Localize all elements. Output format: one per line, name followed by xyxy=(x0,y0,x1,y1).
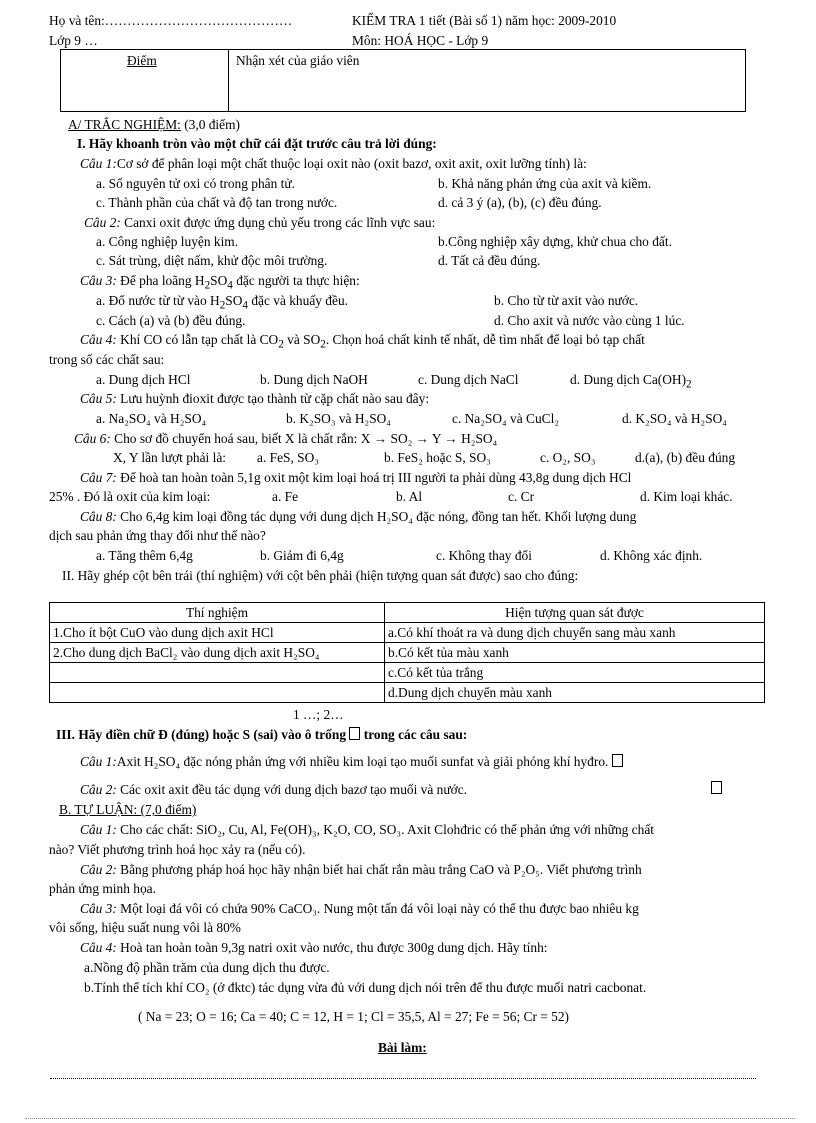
section-3-instruction: III. Hãy điền chữ Đ (đúng) hoặc S (sai) vào ô trống trong các câu sau: xyxy=(56,727,468,742)
q3-option-a[interactable]: a. Đổ nước từ từ vào $H_2SO_4$ đặc và khuấy đều. xyxy=(96,293,348,312)
essay-question-4-part-b: b.Tính thể tích khí CO₂ (ở đktc) tác dụng vừa đủ với dung dịch nói trên để thu được muối natri cacbonat. xyxy=(84,980,647,995)
question-1: Câu 1:Cơ sở để phân loại một chất thuộc loại oxit nào (oxit bazơ, oxit axit, oxit lưỡng tính) là: xyxy=(80,156,587,171)
q2-option-b[interactable]: b.Công nghiệp xây dựng, khử chua cho đất. xyxy=(438,234,672,249)
question-4: Câu 4: Khí CO có lẫn tạp chất là $CO_2$ và $SO_2$. Chọn hoá chất kinh tế nhất, dễ tìm nhất để loại bỏ tạp chất xyxy=(80,332,645,351)
table-header-observation: Hiện tượng quan sát được xyxy=(385,603,765,623)
table-header-row xyxy=(50,603,765,623)
q1-option-a[interactable]: a. Số nguyên tử oxi có trong phân tử. xyxy=(96,176,295,191)
true-false-question-2: Câu 2: Các oxit axit đều tác dụng với dung dịch bazơ tạo muối và nước. xyxy=(80,782,467,797)
q4-option-d[interactable]: d. Dung dịch $Ca(OH)_2$ xyxy=(570,372,692,391)
q6-option-d[interactable]: d.(a), (b) đều đúng xyxy=(635,450,736,465)
q2-option-d[interactable]: d. Tất cả đều đúng. xyxy=(438,253,541,268)
table-header-experiment: Thí nghiệm xyxy=(50,603,385,623)
atomic-masses: ( Na = 23; O = 16; Ca = 40; C = 12, H = 1; Cl = 35,5, Al = 27; Fe = 56; Cr = 52) xyxy=(138,1009,569,1024)
q8-option-d[interactable]: d. Không xác định. xyxy=(600,548,703,563)
table-row xyxy=(50,663,765,683)
class-label: Lớp 9 … xyxy=(49,33,98,48)
observation-cell: c.Có kết tủa trắng xyxy=(385,663,765,683)
experiment-cell xyxy=(50,683,385,703)
checkbox-icon xyxy=(349,727,360,740)
q4-option-c[interactable]: c. Dung dịch NaCl xyxy=(418,372,519,387)
q8-option-c[interactable]: c. Không thay đổi xyxy=(436,548,532,563)
observation-cell: a.Có khí thoát ra và dung dịch chuyển sang màu xanh xyxy=(385,623,765,643)
q2-option-a[interactable]: a. Công nghiệp luyện kim. xyxy=(96,234,239,249)
q1-option-b[interactable]: b. Khả năng phản ứng của axit và kiềm. xyxy=(438,176,652,191)
experiment-cell: 1.Cho ít bột CuO vào dung dịch axit HCl xyxy=(50,623,385,643)
true-false-question-1: Câu 1:Axit H₂SO₄ đặc nóng phản ứng với nhiều kim loại tạo muối sunfat và giải phóng khí hyđro. xyxy=(80,754,623,770)
q4-option-b[interactable]: b. Dung dịch NaOH xyxy=(260,372,368,387)
essay-question-3: Câu 3: Một loại đá vôi có chứa 90% CaCO₃. Nung một tấn đá vôi loại này có thể thu được bao nhiêu kg xyxy=(80,901,639,916)
q1-option-c[interactable]: c. Thành phần của chất và độ tan trong nước. xyxy=(96,195,338,210)
q7-option-a[interactable]: a. Fe xyxy=(272,489,299,504)
essay-question-4: Câu 4: Hoà tan hoàn toàn 9,3g natri oxit vào nước, thu được 300g dung dịch. Hãy tính: xyxy=(80,940,548,955)
tf2-answer-box[interactable] xyxy=(711,781,722,797)
matching-table xyxy=(49,602,765,703)
question-7: Câu 7: Để hoà tan hoàn toàn 5,1g oxit một kim loại hoá trị III người ta phải dùng 43,8g dung dịch HCl xyxy=(80,470,632,485)
question-7-line-2: 25% . Đó là oxit của kim loại: xyxy=(49,489,211,504)
table-row xyxy=(50,683,765,703)
essay-question-2-line-2: phản ứng minh họa. xyxy=(49,881,156,896)
essay-question-1-line-2: nào? Viết phương trình hoá học xảy ra (nếu có). xyxy=(49,842,306,857)
q2-option-c[interactable]: c. Sát trùng, diệt nấm, khử độc môi trường. xyxy=(96,253,328,268)
q7-option-c[interactable]: c. Cr xyxy=(508,489,535,504)
q8-option-a[interactable]: a. Tăng thêm 6,4g xyxy=(96,548,193,563)
essay-question-1: Câu 1: Cho các chất: SiO₂, Cu, Al, Fe(OH)₃, K₂O, CO, SO₃. Axit Clohđric có thể phản ứng với những chất xyxy=(80,822,654,837)
score-comment-box xyxy=(60,49,746,112)
matching-answer-line[interactable]: 1 …; 2… xyxy=(293,707,344,722)
essay-question-2: Câu 2: Bằng phương pháp hoá học hãy nhận biết hai chất rắn màu trắng CaO và P₂O₅. Viết phương trình xyxy=(80,862,642,877)
question-6: Câu 6: Cho sơ đồ chuyển hoá sau, biết X là chất rắn: X → SO₂ → Y → H₂SO₄ xyxy=(74,431,498,446)
q5-option-b[interactable]: b. K₂SO₃ và H₂SO₄ xyxy=(286,411,391,426)
student-name-label: Họ và tên:…………………………………… xyxy=(49,13,293,28)
part-a-heading: A/ TRẮC NGHIỆM: (3,0 điểm) xyxy=(68,117,240,132)
score-box-divider xyxy=(228,49,229,112)
essay-question-4-part-a: a.Nồng độ phần trăm của dung dịch thu được. xyxy=(84,960,330,975)
work-heading: Bài làm: xyxy=(378,1040,427,1055)
table-row xyxy=(50,643,765,663)
q6-option-b[interactable]: b. FeS₂ hoặc S, SO₃ xyxy=(384,450,491,465)
answer-line-dots[interactable] xyxy=(50,1070,756,1079)
q3-option-b[interactable]: b. Cho từ từ axit vào nước. xyxy=(494,293,639,308)
question-3: Câu 3: Để pha loãng $H_2SO_4$ đặc người ta thực hiện: xyxy=(80,273,360,292)
q5-option-d[interactable]: d. K₂SO₄ và H₂SO₄ xyxy=(622,411,727,426)
q6-option-a[interactable]: a. FeS, SO₃ xyxy=(257,450,319,465)
q5-option-a[interactable]: a. Na₂SO₄ và H₂SO₄ xyxy=(96,411,207,426)
subject-label: Môn: HOÁ HỌC - Lớp 9 xyxy=(352,33,489,48)
experiment-cell: 2.Cho dung dịch BaCl₂ vào dung dịch axit H₂SO₄ xyxy=(50,643,385,663)
observation-cell: b.Có kết tủa màu xanh xyxy=(385,643,765,663)
score-label: Điểm xyxy=(127,53,157,68)
section-1-instruction: I. Hãy khoanh tròn vào một chữ cái đặt trước câu trả lời đúng: xyxy=(77,136,437,151)
q8-option-b[interactable]: b. Giảm đi 6,4g xyxy=(260,548,344,563)
question-2: Câu 2: Canxi oxit được ứng dụng chủ yếu trong các lĩnh vực sau: xyxy=(84,215,436,230)
q6-lead: X, Y lần lượt phải là: xyxy=(113,450,227,465)
part-b-heading: B. TỰ LUẬN: (7,0 điểm) xyxy=(59,802,197,817)
exam-title: KIỂM TRA 1 tiết (Bài số 1) năm học: 2009-2010 xyxy=(352,13,617,28)
q1-option-d[interactable]: d. cả 3 ý (a), (b), (c) đều đúng. xyxy=(438,195,602,210)
tf1-answer-box[interactable] xyxy=(612,754,623,767)
q3-option-c[interactable]: c. Cách (a) và (b) đều đúng. xyxy=(96,313,246,328)
question-8: Câu 8: Cho 6,4g kim loại đồng tác dụng với dung dịch H₂SO₄ đặc nóng, đồng tan hết. Khối lượng dung xyxy=(80,509,637,524)
q7-option-d[interactable]: d. Kim loại khác. xyxy=(640,489,733,504)
page-bottom-divider xyxy=(25,1118,795,1119)
table-row xyxy=(50,623,765,643)
q7-option-b[interactable]: b. Al xyxy=(396,489,423,504)
experiment-cell xyxy=(50,663,385,683)
essay-question-3-line-2: vôi sống, hiệu suất nung vôi là 80% xyxy=(49,920,241,935)
q5-option-c[interactable]: c. Na₂SO₄ và CuCl₂ xyxy=(452,411,559,426)
q6-option-c[interactable]: c. O₂, SO₃ xyxy=(540,450,596,465)
question-4-line-2: trong số các chất sau: xyxy=(49,352,165,367)
q3-option-d[interactable]: d. Cho axit và nước vào cùng 1 lúc. xyxy=(494,313,685,328)
teacher-comment-label: Nhận xét của giáo viên xyxy=(236,53,360,68)
observation-cell: d.Dung dịch chuyển màu xanh xyxy=(385,683,765,703)
section-2-instruction: II. Hãy ghép cột bên trái (thí nghiệm) với cột bên phải (hiện tượng quan sát được) sao cho đúng: xyxy=(62,568,579,583)
question-8-line-2: dịch sau phản ứng thay đổi như thế nào? xyxy=(49,528,266,543)
q4-option-a[interactable]: a. Dung dịch HCl xyxy=(96,372,191,387)
question-5: Câu 5: Lưu huỳnh đioxit được tạo thành từ cặp chất nào sau đây: xyxy=(80,391,430,406)
